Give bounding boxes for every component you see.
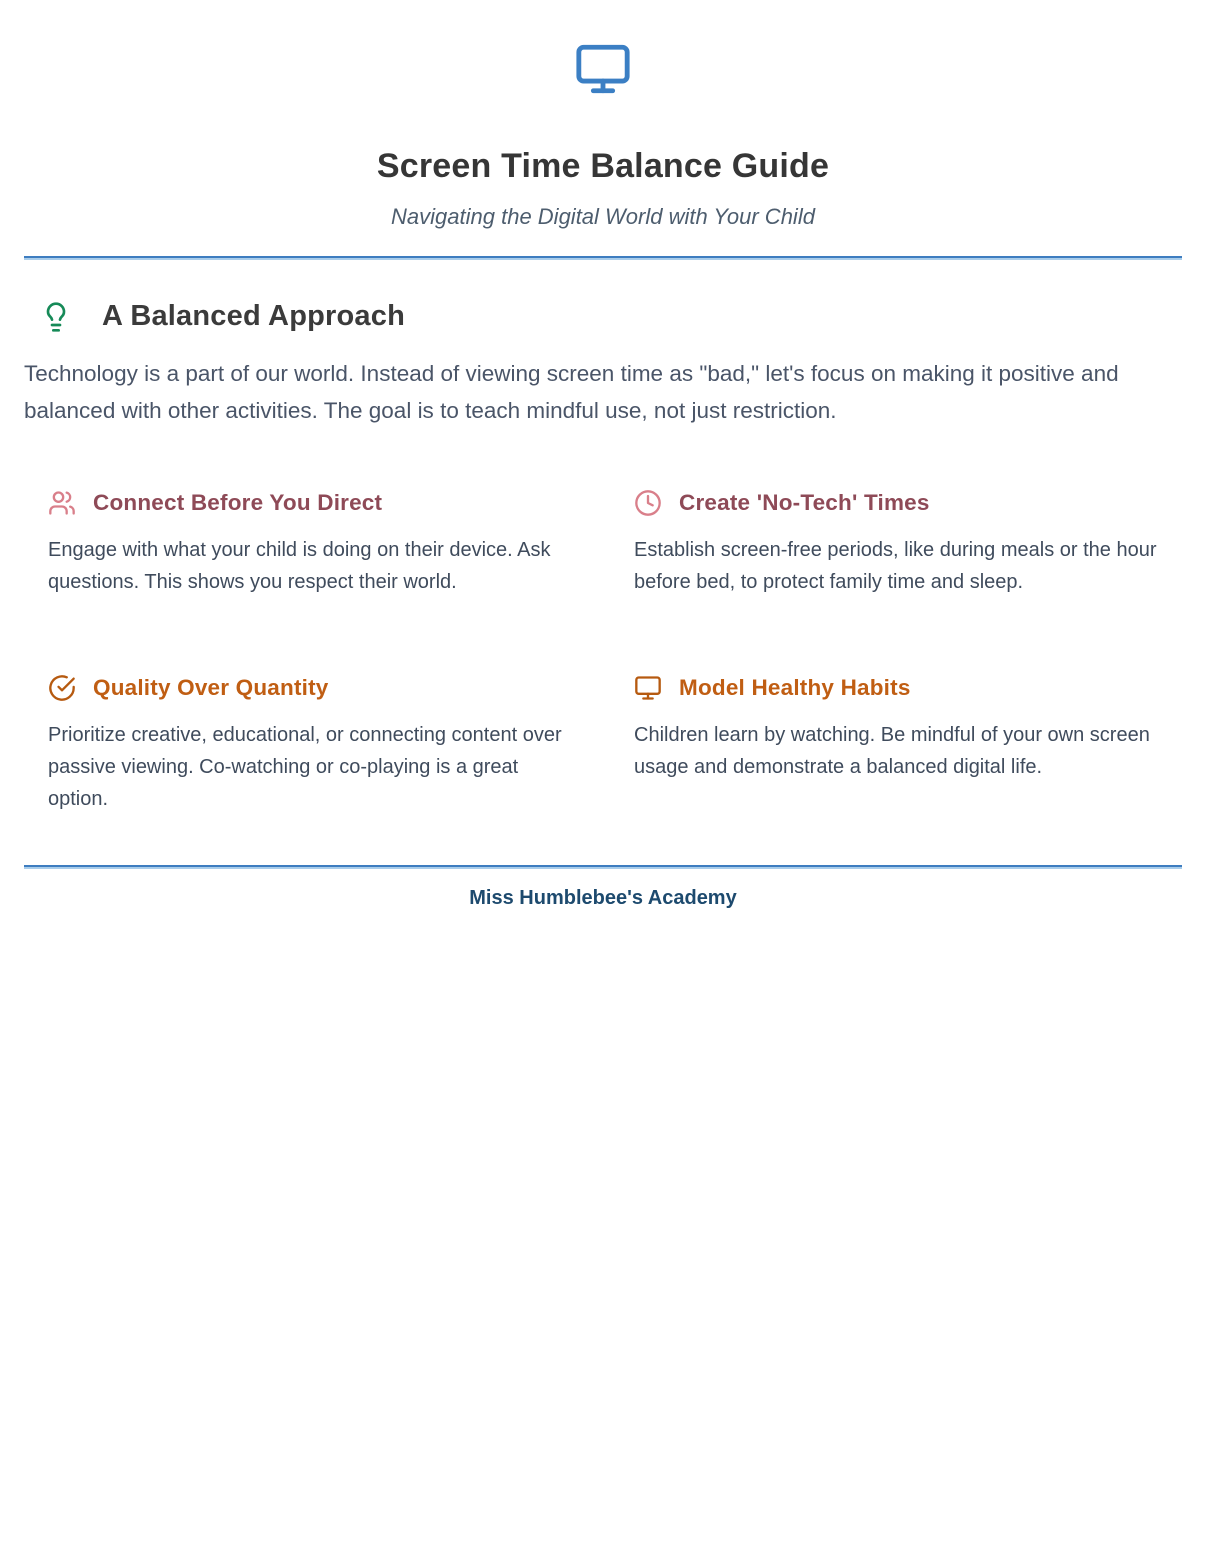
card-title: Model Healthy Habits bbox=[679, 675, 911, 700]
card-quality-over-quantity bbox=[48, 674, 572, 815]
card-heading bbox=[634, 674, 1158, 702]
card-model-healthy-habits bbox=[634, 674, 1158, 815]
card-title: Connect Before You Direct bbox=[93, 490, 383, 515]
check-circle-icon bbox=[48, 674, 76, 702]
card-heading bbox=[48, 674, 572, 702]
section-heading: A Balanced Approach bbox=[102, 300, 405, 332]
section-paragraph: Technology is a part of our world. Instead of viewing screen time as "bad," let's focus on making it positive and balanced with other activities. The goal is to teach mindful use, not just restriction. bbox=[24, 361, 1119, 423]
footer-divider bbox=[24, 865, 1182, 869]
page-subtitle: Navigating the Digital World with Your Child bbox=[391, 204, 815, 229]
footer-brand: Miss Humblebee's Academy bbox=[469, 887, 737, 909]
clock-icon bbox=[634, 489, 662, 517]
card-create-no-tech-times bbox=[634, 489, 1158, 598]
card-body: Children learn by watching. Be mindful of your own screen usage and demonstrate a balanced digital life. bbox=[634, 724, 1150, 778]
card-body: Establish screen-free periods, like during meals or the hour before bed, to protect family time and sleep. bbox=[634, 539, 1157, 593]
card-heading bbox=[634, 489, 1158, 517]
card-body: Prioritize creative, educational, or connecting content over passive viewing. Co-watching or co-playing is a great option. bbox=[48, 724, 562, 810]
card-body: Engage with what your child is doing on their device. Ask questions. This shows you respect their world. bbox=[48, 539, 551, 593]
top-divider bbox=[24, 256, 1182, 260]
monitor-icon bbox=[634, 674, 662, 702]
card-heading bbox=[48, 489, 572, 517]
card-title: Quality Over Quantity bbox=[93, 675, 329, 700]
card-connect-before-you-direct bbox=[48, 489, 572, 598]
lightbulb-icon bbox=[40, 301, 72, 333]
users-icon bbox=[48, 489, 76, 517]
page-title: Screen Time Balance Guide bbox=[376, 147, 830, 185]
section-heading-row bbox=[24, 300, 1182, 333]
card-title: Create 'No-Tech' Times bbox=[679, 490, 930, 515]
monitor-icon bbox=[574, 40, 632, 98]
header bbox=[24, 0, 1182, 230]
tips-grid bbox=[24, 489, 1182, 815]
